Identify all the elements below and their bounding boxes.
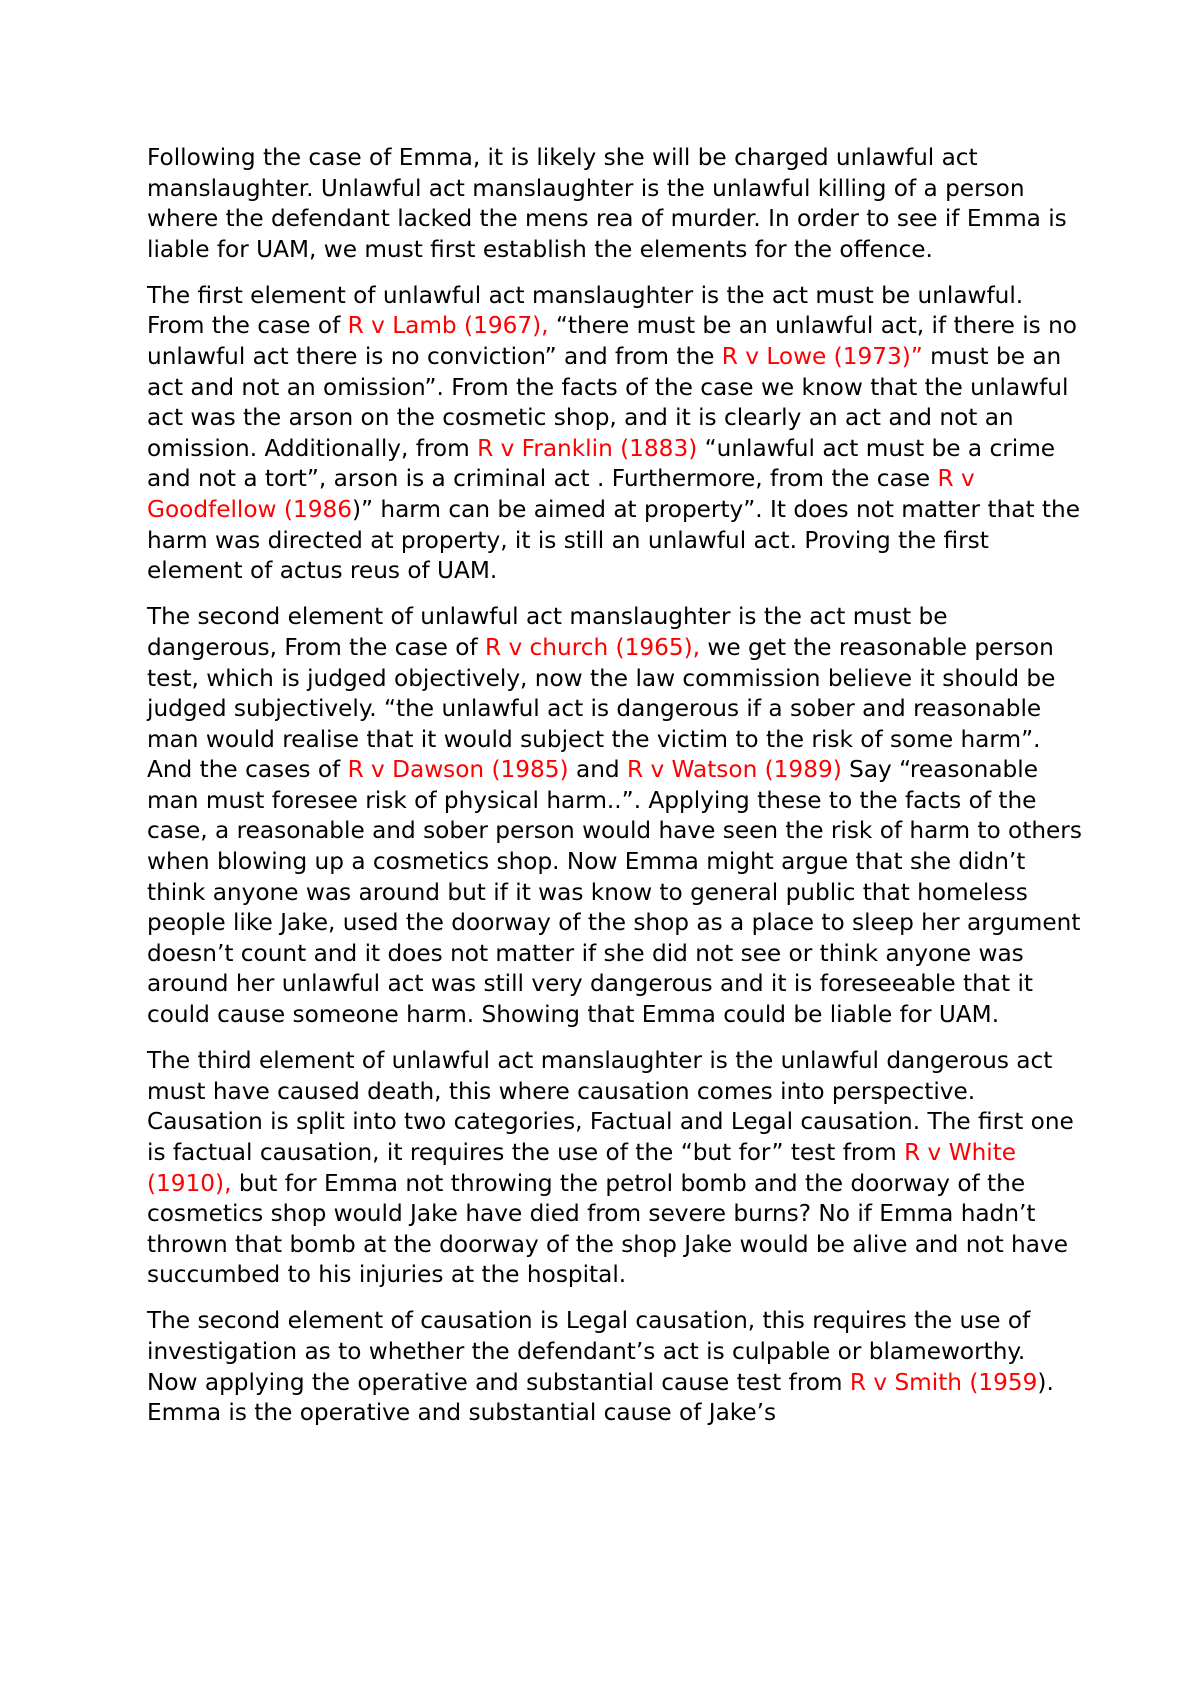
body-text: The third element of unlawful act manslaughter is the unlawful dangerous act must have caused death, this where causation comes into perspective. Causation is split into two categories, Factual and Legal causation. The first one is factual causation, it requires the use of the “but for” test from [147,1047,1074,1166]
body-text: and [568,756,627,784]
paragraph-third-element [147,1046,1082,1291]
case-citation: R v Watson (1989) [626,756,842,784]
case-citation: R v Smith (1959 [849,1368,1038,1396]
case-citation: R v Lamb (1967), [347,312,549,340]
paragraph-legal-causation [147,1306,1082,1428]
body-text: Say “reasonable man must foresee risk of physical harm..”. Applying these to the facts of the case, a reasonable and sober person would have seen the risk of harm to others when blowing up a cosmetics shop. Now Emma might argue that she didn’t think anyone was around but if it was know to general public that homeless people like Jake, used the doorway of the shop as a place to sleep her argument doesn’t count and it does not matter if she did not see or think anyone was around her unlawful act was still very dangerous and it is foreseeable that it could cause someone harm. Showing that Emma could be liable for UAM. [147,756,1082,1029]
body-text: we get the reasonable person test, which is judged objectively, now the law commission believe it should be judged subjectively. “the unlawful act is dangerous if a sober and reasonable man would realise that it would subject the victim to the risk of some harm”. And the cases of [147,633,1056,784]
case-citation: R v Franklin (1883) [477,434,698,462]
body-text: but for Emma not throwing the petrol bomb and the doorway of the cosmetics shop would Jake have died from severe burns? No if Emma hadn’t thrown that bomb at the doorway of the shop Jake would be alive and not have succumbed to his injuries at the hospital. [147,1169,1068,1289]
body-text: ). Emma is the operative and substantial cause of Jake’s [147,1368,1054,1427]
body-text: must be an act and not an omission”. From the facts of the case we know that the unlawful act was the arson on the cosmetic shop, and it is clearly an act and not an omission. Additionally, from [147,343,1069,462]
body-text: The first element of unlawful act manslaughter is the act must be unlawful. From the case of [147,281,1024,340]
case-citation: R v Dawson (1985) [347,756,569,784]
body-text: The second element of causation is Legal causation, this requires the use of investigation as to whether the defendant’s act is culpable or blameworthy. Now applying the operative and substantial cause test from [147,1307,1031,1396]
case-citation: R v church (1965), [484,633,701,661]
case-citation: R v Goodfellow (1986 [147,465,975,524]
body-text: )” harm can be aimed at property”. It does not matter that the harm was directed at property, it is still an unlawful act. Proving the first element of actus reus of UAM. [147,496,1080,585]
paragraph-second-element [147,602,1082,1030]
body-text: Following the case of Emma, it is likely she will be charged unlawful act manslaughter. Unlawful act manslaughter is the unlawful killing of a person where the defendant lacked the mens rea of murder. In order to see if Emma is liable for UAM, we must first establish the elements for the offence. [147,144,1067,263]
body-text: “there must be an unlawful act, if there is no unlawful act there is no conviction” and from the [147,312,1077,371]
paragraph-intro [147,143,1082,265]
document-body [147,143,1082,1444]
paragraph-first-element [147,281,1082,587]
case-citation: R v Lowe (1973)” [721,343,923,371]
body-text: The second element of unlawful act manslaughter is the act must be dangerous, From the case of [147,603,948,661]
case-citation: R v White (1910), [147,1138,1017,1197]
body-text: “unlawful act must be a crime and not a tort”, arson is a criminal act . Furthermore, from the case [147,434,1056,493]
